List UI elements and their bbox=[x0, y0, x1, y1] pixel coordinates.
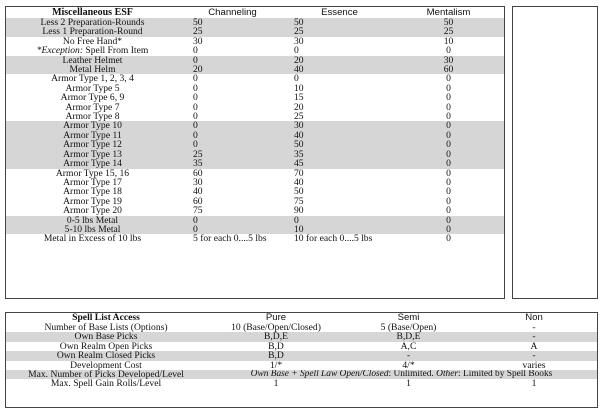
esf-title: Miscellaneous ESF bbox=[52, 7, 133, 18]
esf-col-essence: Essence bbox=[321, 7, 358, 18]
esf-cell: 60 bbox=[193, 168, 203, 178]
esf-row bbox=[6, 27, 504, 36]
esf-row-label-text: Armor Type 20 bbox=[63, 206, 122, 216]
esf-cell: 0 bbox=[193, 93, 198, 103]
esf-cell: 0 bbox=[294, 46, 299, 56]
esf-row-label-text: Armor Type 6, 9 bbox=[60, 93, 125, 103]
esf-row bbox=[6, 178, 504, 187]
esf-row bbox=[6, 37, 504, 46]
esf-cell: 30 bbox=[393, 56, 504, 65]
esf-cell: 30 bbox=[294, 36, 304, 47]
spell-row-label: Own Realm Closed Picks bbox=[6, 351, 206, 360]
esf-row bbox=[6, 46, 504, 55]
esf-cell: 0 bbox=[193, 46, 198, 56]
spell-cell: 4/* bbox=[402, 360, 415, 371]
spell-row-label: Own Realm Open Picks bbox=[59, 341, 153, 352]
esf-row-label-text: Armor Type 13 bbox=[63, 149, 122, 160]
esf-cell: 0 bbox=[393, 159, 504, 168]
esf-row-label bbox=[6, 131, 179, 140]
spell-span-italic-2: Other bbox=[436, 370, 459, 380]
spell-cell: 5 (Base/Open) bbox=[380, 323, 437, 333]
esf-cell: 0 bbox=[193, 112, 198, 122]
esf-cell: 50 bbox=[286, 18, 393, 27]
esf-cell: 0 bbox=[193, 74, 198, 84]
esf-cell: 0 bbox=[446, 74, 451, 84]
esf-cell: 0 bbox=[294, 74, 299, 84]
esf-row-label bbox=[6, 93, 179, 102]
esf-row bbox=[6, 93, 504, 102]
spell-span-cell bbox=[206, 370, 597, 379]
esf-row-label-text: Leather Helmet bbox=[62, 55, 123, 66]
esf-cell: 40 bbox=[286, 65, 393, 74]
esf-cell: 0 bbox=[446, 234, 451, 244]
esf-cell: 0 bbox=[179, 131, 286, 140]
spell-row bbox=[6, 379, 597, 388]
esf-row bbox=[6, 159, 504, 168]
esf-cell: 50 bbox=[179, 18, 286, 27]
esf-row-label bbox=[6, 178, 179, 187]
esf-row bbox=[6, 121, 504, 130]
esf-cell: 5 for each 0....5 lbs bbox=[193, 234, 267, 244]
esf-row-label bbox=[6, 27, 179, 36]
spell-cell: - bbox=[471, 351, 597, 360]
esf-row-label bbox=[6, 225, 179, 234]
esf-row-label bbox=[6, 46, 179, 55]
esf-cell: 0 bbox=[393, 140, 504, 149]
esf-cell: 30 bbox=[193, 36, 203, 47]
esf-row bbox=[6, 112, 504, 121]
esf-cell: 0 bbox=[393, 216, 504, 225]
esf-row-label-text: No Free Hand* bbox=[62, 36, 123, 47]
esf-row bbox=[6, 84, 504, 93]
esf-row-label-text: Armor Type 12 bbox=[63, 140, 122, 150]
esf-cell: 75 bbox=[294, 196, 304, 207]
spell-row bbox=[6, 361, 597, 370]
esf-cell: 15 bbox=[294, 93, 304, 103]
esf-row-label bbox=[6, 197, 179, 206]
esf-cell: 30 bbox=[193, 177, 203, 188]
esf-row-label bbox=[6, 74, 179, 83]
esf-row bbox=[6, 103, 504, 112]
spell-row-label: Max. Spell Gain Rolls/Level bbox=[50, 379, 162, 389]
esf-cell: 0 bbox=[393, 131, 504, 140]
esf-cell: 0 bbox=[193, 102, 198, 113]
esf-cell: 35 bbox=[286, 150, 393, 159]
esf-row-label-text: Less 2 Preparation-Rounds bbox=[40, 18, 145, 28]
esf-row bbox=[6, 206, 504, 215]
esf-cell: 40 bbox=[286, 131, 393, 140]
spell-list-access-panel bbox=[5, 312, 598, 408]
esf-cell: 0 bbox=[446, 46, 451, 56]
esf-cell: 50 bbox=[286, 140, 393, 149]
esf-row-label bbox=[6, 216, 179, 225]
spell-list-access-table bbox=[6, 313, 597, 389]
esf-row bbox=[6, 150, 504, 159]
esf-row-label-text: Armor Type 14 bbox=[63, 159, 122, 169]
esf-cell: 25 bbox=[286, 27, 393, 36]
spell-header-row bbox=[6, 313, 597, 323]
esf-row-label bbox=[6, 112, 179, 121]
esf-cell: 0 bbox=[446, 168, 451, 178]
esf-row-label bbox=[6, 37, 179, 46]
esf-cell: 25 bbox=[179, 27, 286, 36]
esf-cell: 0 bbox=[446, 102, 451, 113]
esf-row-label bbox=[6, 187, 179, 196]
esf-row-label bbox=[6, 121, 179, 130]
spell-row bbox=[6, 323, 597, 332]
esf-row-label-text: Armor Type 18 bbox=[63, 187, 122, 197]
esf-cell: 0 bbox=[446, 83, 451, 94]
esf-row-label bbox=[6, 140, 179, 149]
esf-row-label bbox=[6, 234, 179, 243]
esf-row bbox=[6, 140, 504, 149]
esf-col-mentalism: Mentalism bbox=[426, 7, 471, 18]
esf-row-label-text: Armor Type 7 bbox=[65, 102, 120, 113]
esf-row bbox=[6, 169, 504, 178]
esf-row bbox=[6, 234, 504, 243]
esf-row-label bbox=[6, 56, 179, 65]
esf-row-label-text: Armor Type 1, 2, 3, 4 bbox=[51, 74, 134, 84]
esf-cell: 0 bbox=[446, 177, 451, 188]
esf-cell: 0 bbox=[393, 121, 504, 130]
esf-row-label-text: Armor Type 17 bbox=[63, 177, 122, 188]
esf-body bbox=[6, 18, 504, 244]
esf-cell: 50 bbox=[294, 187, 304, 197]
esf-row bbox=[6, 65, 504, 74]
esf-row-label-text: Less 1 Preparation-Round bbox=[42, 27, 143, 37]
spell-row-label: Max. Number of Picks Developed/Level bbox=[6, 370, 206, 379]
spell-body bbox=[6, 323, 597, 389]
spell-cell: A,C bbox=[400, 341, 417, 352]
esf-cell: 0 bbox=[446, 187, 451, 197]
esf-cell: 0 bbox=[446, 112, 451, 122]
esf-cell: 0 bbox=[446, 206, 451, 216]
esf-cell: 20 bbox=[179, 65, 286, 74]
esf-row-label bbox=[6, 169, 179, 178]
spell-cell: B,D bbox=[206, 351, 346, 360]
spell-span-end: : Limited by Spell Books bbox=[458, 370, 553, 380]
esf-cell: 60 bbox=[193, 196, 203, 207]
spell-cell: B,D,E bbox=[346, 332, 471, 341]
esf-row-label-text: Armor Type 10 bbox=[63, 121, 122, 131]
spell-cell: A bbox=[530, 341, 538, 352]
esf-col-channeling: Channeling bbox=[208, 7, 257, 18]
spell-col-non: Non bbox=[525, 313, 543, 323]
spell-span-italic-1: Own Base + Spell Law Open/Closed bbox=[250, 370, 389, 380]
esf-cell: 0 bbox=[179, 121, 286, 130]
spell-col-semi: Semi bbox=[397, 313, 420, 323]
esf-row bbox=[6, 197, 504, 206]
spell-cell: - bbox=[346, 351, 471, 360]
esf-row bbox=[6, 56, 504, 65]
spell-cell: 1 bbox=[531, 379, 537, 389]
esf-row-label bbox=[6, 150, 179, 159]
esf-cell: 0 bbox=[179, 140, 286, 149]
esf-cell: 10 bbox=[443, 36, 454, 47]
esf-cell: 0 bbox=[393, 150, 504, 159]
esf-cell: 70 bbox=[294, 168, 304, 178]
spell-cell: 1 bbox=[406, 379, 411, 389]
esf-cell: 0 bbox=[286, 216, 393, 225]
esf-row bbox=[6, 74, 504, 83]
esf-cell: 10 for each 0....5 lbs bbox=[294, 234, 373, 244]
esf-cell: 20 bbox=[294, 102, 304, 113]
esf-row-label bbox=[6, 103, 179, 112]
esf-cell: 25 bbox=[393, 27, 504, 36]
esf-cell: 35 bbox=[179, 159, 286, 168]
esf-row-label bbox=[6, 159, 179, 168]
spell-row bbox=[6, 332, 597, 341]
side-panel bbox=[512, 6, 598, 299]
spell-row bbox=[6, 342, 597, 351]
esf-row-label-text: Metal Helm bbox=[69, 65, 116, 75]
esf-cell: 0 bbox=[179, 216, 286, 225]
esf-cell: 0 bbox=[393, 225, 504, 234]
spell-title: Spell List Access bbox=[72, 313, 140, 323]
spell-row bbox=[6, 351, 597, 360]
esf-row-label-text: Armor Type 11 bbox=[63, 130, 122, 141]
esf-row bbox=[6, 187, 504, 196]
esf-cell: 0 bbox=[446, 93, 451, 103]
esf-row-label bbox=[6, 84, 179, 93]
esf-cell: 60 bbox=[393, 65, 504, 74]
esf-cell: 20 bbox=[286, 56, 393, 65]
esf-row-label-text: Armor Type 19 bbox=[63, 196, 122, 207]
esf-cell: 40 bbox=[193, 187, 203, 197]
misc-esf-table bbox=[6, 7, 504, 244]
spell-row bbox=[6, 370, 597, 379]
esf-cell: 0 bbox=[179, 56, 286, 65]
spell-cell: varies bbox=[522, 360, 546, 371]
spell-col-pure: Pure bbox=[265, 313, 287, 323]
esf-row bbox=[6, 18, 504, 27]
spell-cell: B,D bbox=[268, 341, 284, 352]
spell-row-label: Own Base Picks bbox=[6, 332, 206, 341]
esf-row bbox=[6, 225, 504, 234]
esf-header-row bbox=[6, 7, 504, 18]
esf-row bbox=[6, 216, 504, 225]
esf-cell: 10 bbox=[294, 83, 304, 94]
spell-cell: - bbox=[471, 332, 597, 341]
esf-cell: 40 bbox=[294, 177, 304, 188]
esf-row bbox=[6, 131, 504, 140]
esf-row-label-text: Armor Type 8 bbox=[65, 112, 120, 122]
esf-row-label-text: 5-10 lbs Metal bbox=[64, 224, 121, 235]
spell-cell: - bbox=[532, 323, 536, 333]
esf-cell: 0 bbox=[179, 225, 286, 234]
esf-row-label-text: Armor Type 15, 16 bbox=[55, 168, 130, 178]
spell-row-label: Number of Base Lists (Options) bbox=[44, 323, 168, 333]
esf-cell: 90 bbox=[294, 206, 304, 216]
esf-cell: 25 bbox=[179, 150, 286, 159]
esf-cell: 0 bbox=[446, 196, 451, 207]
esf-cell: 0 bbox=[193, 83, 198, 94]
esf-row-label-text: 0-5 lbs Metal bbox=[66, 215, 119, 225]
spell-cell: 10 (Base/Open/Closed) bbox=[231, 323, 321, 333]
spell-cell: 1 bbox=[273, 379, 279, 389]
esf-row-label bbox=[6, 18, 179, 27]
esf-row-label-text: Spell From Item bbox=[83, 46, 149, 56]
spell-cell: 1/* bbox=[269, 360, 283, 371]
spell-row-label: Development Cost bbox=[70, 360, 142, 371]
spell-cell: B,D,E bbox=[206, 332, 346, 341]
esf-row-label-text: Armor Type 5 bbox=[65, 83, 120, 94]
esf-cell: 10 bbox=[286, 225, 393, 234]
esf-cell: 75 bbox=[193, 206, 203, 216]
misc-esf-panel bbox=[5, 6, 505, 299]
esf-cell: 45 bbox=[286, 159, 393, 168]
esf-row-label bbox=[6, 65, 179, 74]
esf-row-label-text: Metal in Excess of 10 lbs bbox=[43, 234, 142, 244]
esf-row-label bbox=[6, 206, 179, 215]
esf-cell: 25 bbox=[294, 112, 304, 122]
esf-cell: 50 bbox=[393, 18, 504, 27]
spell-span-mid: : Unlimited. bbox=[388, 370, 437, 380]
esf-row-label-prefix: *Exception: bbox=[36, 46, 84, 56]
esf-cell: 30 bbox=[286, 121, 393, 130]
